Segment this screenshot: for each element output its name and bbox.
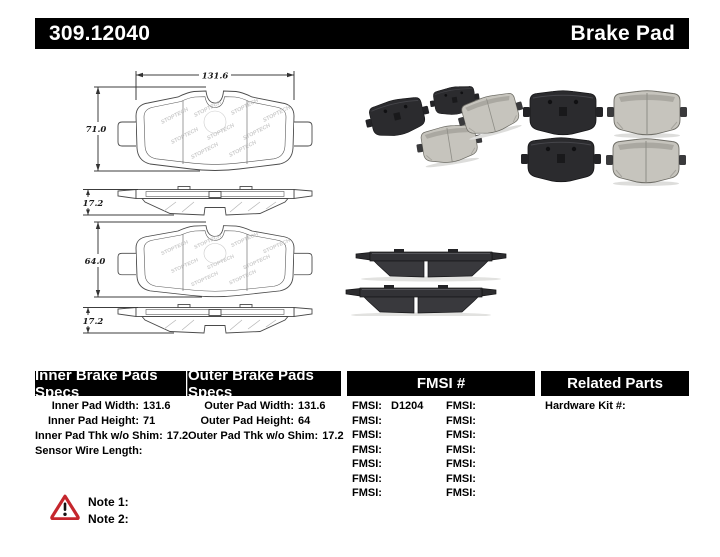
fmsi-row [446,486,485,501]
fmsi-row [352,472,423,487]
fmsi-label: FMSI: [446,400,476,412]
outer-specs-column [188,399,344,444]
spec-value: 131.6 [298,400,326,412]
related-parts-column [545,399,631,414]
technical-drawings [80,60,320,340]
fmsi-label: FMSI: [352,443,382,456]
fmsi-value [479,428,485,443]
spec-label: Sensor Wire Length: [35,445,143,457]
svg-text:17.2: 17.2 [82,199,104,209]
fmsi-label: FMSI: [446,472,476,485]
inner-specs-title: Inner Brake Pads Specs [35,366,158,401]
spec-row [35,414,185,429]
fmsi-value [385,472,391,487]
spec-label: Outer Pad Width: [204,400,294,412]
fmsi-value [479,472,485,487]
note-text [129,511,134,528]
spec-label: Inner Pad Width: [51,400,139,412]
fmsi-row [352,486,423,501]
fmsi-column-2 [446,399,485,501]
fmsi-label: FMSI: [446,458,476,470]
fmsi-label: FMSI: [446,429,476,441]
spec-value [142,444,185,459]
fmsi-label: FMSI: [352,400,382,412]
fmsi-value [385,457,391,472]
fmsi-value [479,399,485,414]
fmsi-value [479,414,485,429]
fmsi-row [446,457,485,472]
fmsi-value [385,443,391,458]
spec-value: 17.2 [322,430,344,442]
fmsi-row [446,399,485,414]
fmsi-label: FMSI: [352,458,382,470]
note-label: Note 1: [88,495,129,509]
fmsi-row [352,428,423,443]
fmsi-header [347,371,535,396]
dimension-inner-width [136,71,294,100]
outer-specs-header [187,366,341,401]
fmsi-value [479,457,485,472]
note-row [88,511,134,528]
related-label: Hardware Kit #: [545,400,626,412]
svg-text:64.0: 64.0 [84,257,106,267]
svg-text:71.0: 71.0 [85,125,107,135]
fmsi-value [385,428,391,443]
note-label: Note 2: [88,512,129,526]
outer-specs-title: Outer Brake Pads Specs [188,366,314,401]
spec-label: Inner Pad Height: [47,415,139,427]
spec-row [188,399,338,414]
spec-label: Outer Pad Thk w/o Shim: [188,430,319,442]
spec-row [35,429,189,444]
spec-row [188,429,344,444]
fmsi-value [479,486,485,501]
note-text [129,494,134,511]
fmsi-row [352,414,423,429]
related-row [545,399,631,414]
spec-row [35,444,185,459]
spec-value: 131.6 [143,400,171,412]
fmsi-row [352,399,423,414]
inner-pad-front-view [118,91,312,171]
fmsi-row [446,443,485,458]
fmsi-row [446,414,485,429]
note-row [88,494,134,511]
fmsi-row [352,457,423,472]
outer-pad-front-view [118,226,312,297]
spec-label: Inner Pad Thk w/o Shim: [35,430,163,442]
notes-block [88,494,134,528]
fmsi-value [479,443,485,458]
related-parts-title: Related Parts [567,375,663,392]
fmsi-value: D1204 [391,400,424,412]
product-type-title: Brake Pad [570,21,675,45]
fmsi-value [385,486,391,501]
product-photo-face-views [515,84,690,189]
fmsi-label: FMSI: [352,472,382,485]
spec-value: 71 [143,415,156,427]
title-bar [35,18,689,49]
fmsi-label: FMSI: [446,443,476,456]
product-photo-edge-views [342,242,514,316]
related-value [626,399,631,414]
spec-label: Outer Pad Height: [200,415,294,427]
fmsi-row [446,472,485,487]
svg-text:131.6: 131.6 [201,71,229,82]
spec-value: 64 [298,415,311,427]
part-number: 309.12040 [49,21,151,45]
inner-pad-side-view [118,187,312,216]
fmsi-row [352,443,423,458]
spec-value: 17.2 [166,430,189,442]
spec-row [35,399,185,414]
inner-specs-header [35,366,186,401]
fmsi-label: FMSI: [446,487,476,499]
fmsi-title: FMSI # [416,375,466,392]
fmsi-label: FMSI: [352,429,382,441]
fmsi-column-1 [352,399,423,501]
spec-row [188,414,338,429]
fmsi-label: FMSI: [352,414,382,427]
fmsi-label: FMSI: [352,487,382,499]
related-parts-header [541,371,689,396]
warning-triangle-icon [50,494,80,520]
outer-pad-side-view [118,305,312,334]
inner-specs-column [35,399,189,459]
fmsi-row [446,428,485,443]
svg-text:17.2: 17.2 [82,317,104,327]
fmsi-value [385,414,391,429]
fmsi-label: FMSI: [446,414,476,427]
product-photo-angled-set [352,84,524,180]
